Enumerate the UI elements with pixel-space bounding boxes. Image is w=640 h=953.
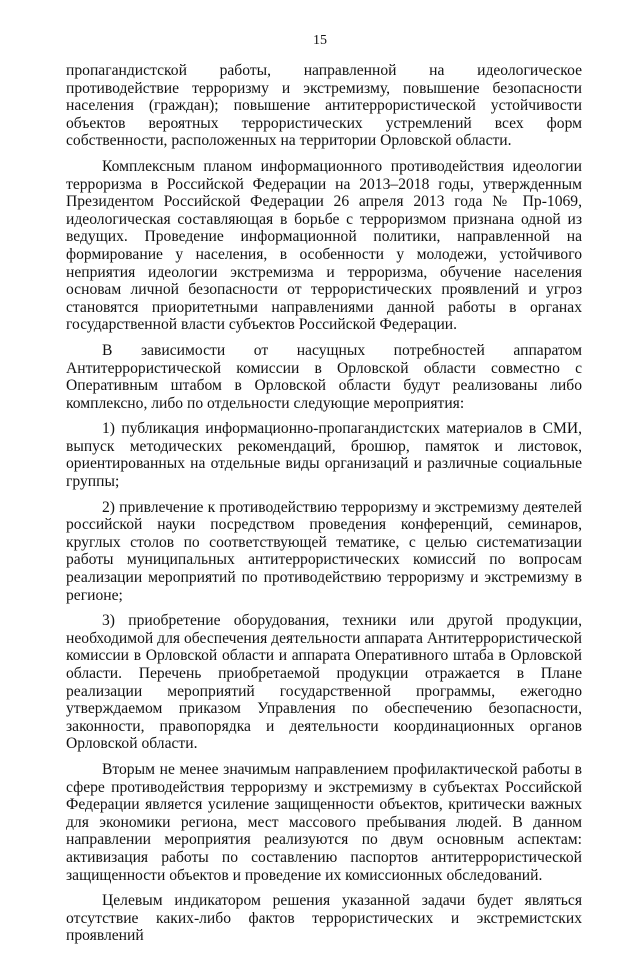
- paragraph-1: пропагандистской работы, направленной на идеологическое противодействие терроризму и экстремизму, повышение безопасности населения (граждан); повышение антитеррористической устойчивости объектов вероятных террористических устремлений всех форм собственности, расположенных на территории Орловской области.: [66, 62, 582, 150]
- list-item-3: 3) приобретение оборудования, техники или другой продукции, необходимой для обеспечения деятельности аппарата Антитеррористической комиссии в Орловской области и аппарата Оперативного штаба в Орловской области. Перечень приобретаемой продукции отражается в Плане реализации мероприятий государственной программы, ежегодно утверждаемом приказом Управления по обеспечению безопасности, законности, правопорядка и деятельности координационных органов Орловской области.: [66, 612, 582, 753]
- list-item-1: 1) публикация информационно-пропагандистских материалов в СМИ, выпуск методических рекомендаций, брошюр, памяток и листовок, ориентированных на отдельные виды организаций и различные социальные группы;: [66, 420, 582, 491]
- list-item-2: 2) привлечение к противодействию терроризму и экстремизму деятелей российской науки посредством проведения конференций, семинаров, круглых столов по соответствующей тематике, с целью систематизации работы муниципальных антитеррористических комиссий по вопросам реализации мероприятий по противодействию терроризму и экстремизму в регионе;: [66, 498, 582, 604]
- paragraph-4: Вторым не менее значимым направлением профилактической работы в сфере противодействия терроризму и экстремизму в субъектах Российской Федерации является усиление защищенности объектов, критически важных для экономики региона, мест массового пребывания людей. В данном направлении мероприятия реализуются по двум основным аспектам: активизация работы по составлению паспортов антитеррористической защищенности объектов и проведение их комиссионных обследований.: [66, 760, 582, 884]
- paragraph-3: В зависимости от насущных потребностей аппаратом Антитеррористической комиссии в Орловской области совместно с Оперативным штабом в Орловской области будут реализованы либо комплексно, либо по отдельности следующие мероприятия:: [66, 341, 582, 412]
- page-number: 15: [313, 33, 327, 48]
- document-body: [66, 62, 582, 953]
- paragraph-2: Комплексным планом информационного противодействия идеологии терроризма в Российской Федерации на 2013–2018 годы, утвержденным Президентом Российской Федерации 26 апреля 2013 года № Пр-1069, идеологическая составляющая в борьбе с терроризмом признана одной из ведущих. Проведение информационной политики, направленной на формирование у населения, в особенности у молодежи, устойчивого неприятия идеологии экстремизма и терроризма, обучение населения основам личной безопасности от террористических проявлений и угроз становятся приоритетными направлениями данной работы в органах государственной власти субъектов Российской Федерации.: [66, 157, 582, 334]
- paragraph-5: Целевым индикатором решения указанной задачи будет являться отсутствие каких-либо фактов террористических и экстремистских проявлений: [66, 892, 582, 945]
